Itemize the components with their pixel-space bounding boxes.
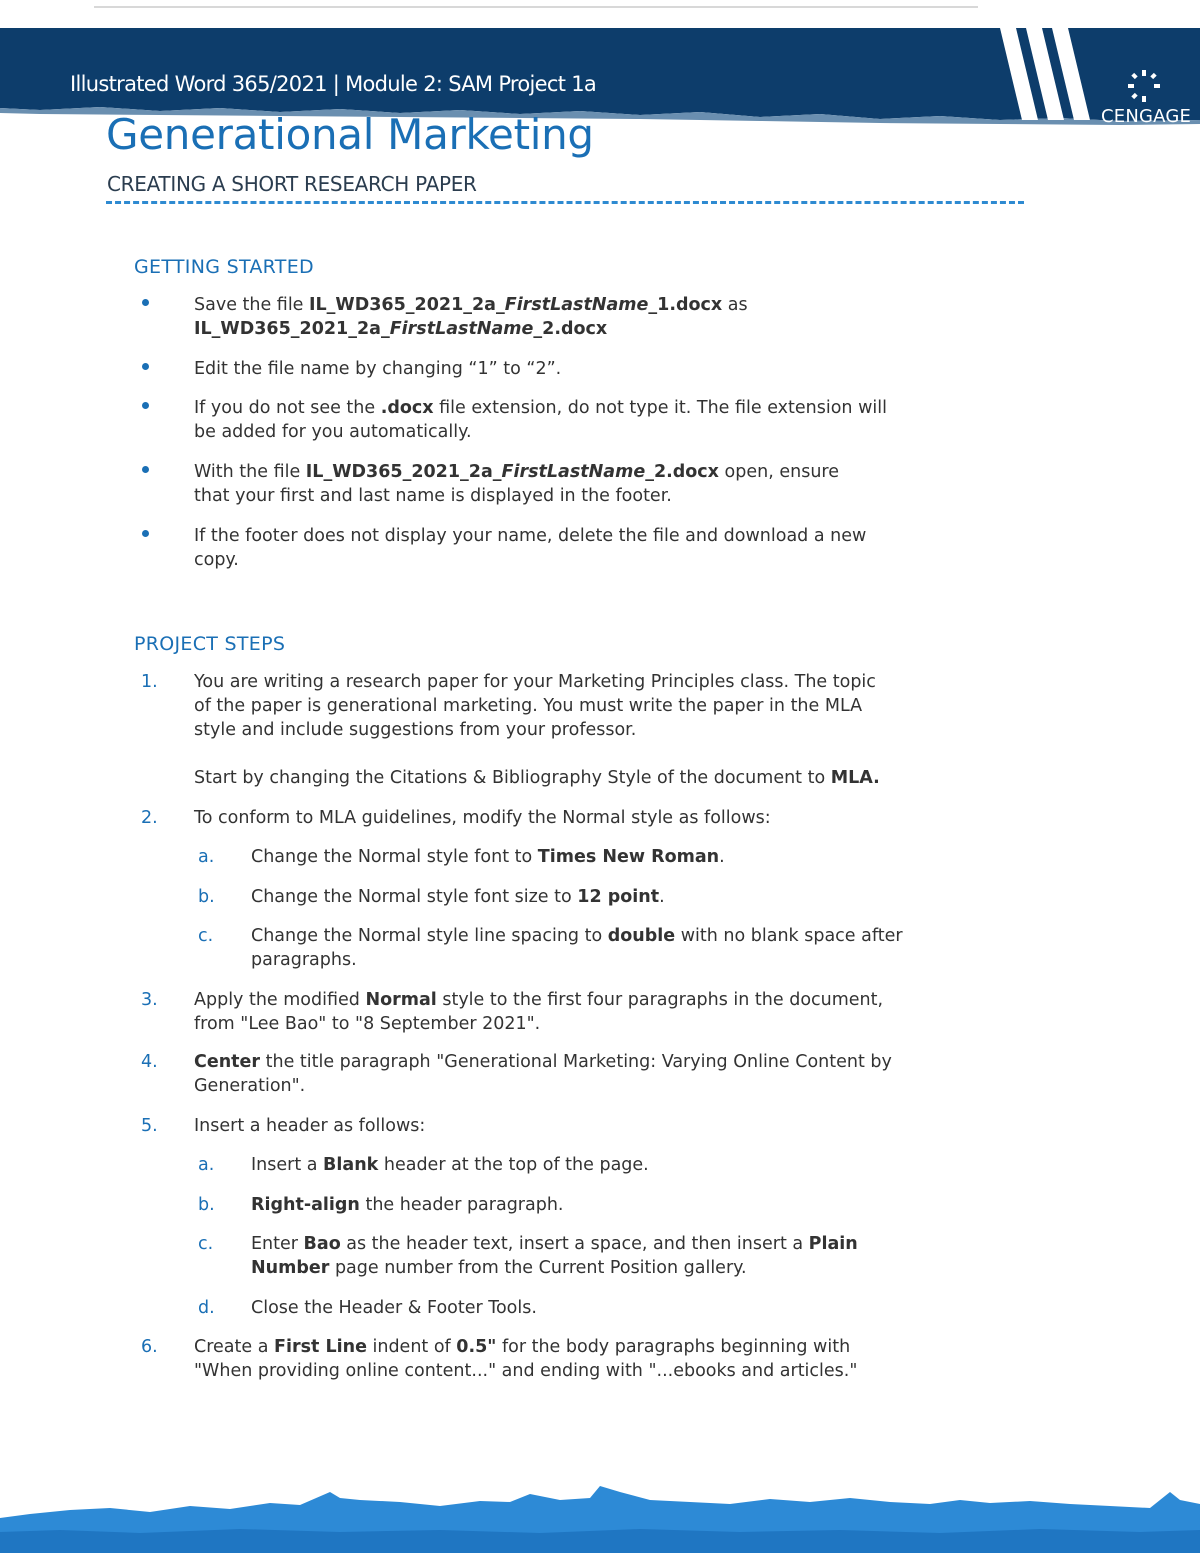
bullet-icon <box>142 363 149 370</box>
step-3: Apply the modified Normal style to the first four paragraphs in the document, from "Lee Bao" to "8 September 2021". <box>194 990 884 1034</box>
substep-letter: b. <box>198 887 215 907</box>
step-5b: Right-align the header paragraph. <box>251 1195 564 1215</box>
substep-letter: a. <box>198 1155 215 1175</box>
substep-letter: c. <box>198 926 214 946</box>
project-steps-heading: PROJECT STEPS <box>134 633 286 655</box>
step-2: To conform to MLA guidelines, modify the Normal style as follows: <box>194 808 771 828</box>
substep-letter: b. <box>198 1195 215 1215</box>
bullet-icon <box>142 466 149 473</box>
step-2b: Change the Normal style font size to 12 point. <box>251 887 665 907</box>
step-number: 6. <box>141 1337 158 1357</box>
getting-started-item-3: If you do not see the .docx file extension, do not type it. The file extension will be added for you automatically. <box>194 398 887 442</box>
footer-wave <box>0 1478 1200 1553</box>
getting-started-item-2: Edit the file name by changing “1” to “2”. <box>194 359 562 379</box>
getting-started-item-4: With the file IL_WD365_2021_2a_FirstLastName_2.docx open, ensure that your first and last name is displayed in the footer. <box>194 462 839 506</box>
bullet-icon <box>142 299 149 306</box>
step-number: 4. <box>141 1052 158 1072</box>
document-subtitle: CREATING A SHORT RESEARCH PAPER <box>107 172 477 196</box>
step-5a: Insert a Blank header at the top of the page. <box>251 1155 649 1175</box>
step-4: Center the title paragraph "Generational Marketing: Varying Online Content by Generation". <box>194 1052 892 1096</box>
step-5d: Close the Header & Footer Tools. <box>251 1298 537 1318</box>
step-number: 2. <box>141 808 158 828</box>
step-1: You are writing a research paper for your Marketing Principles class. The topic of the paper is generational marketing. You must write the paper in the MLA style and include suggestions from your professor. <box>194 672 876 740</box>
bullet-icon <box>142 402 149 409</box>
step-number: 3. <box>141 990 158 1010</box>
step-6: Create a First Line indent of 0.5" for the body paragraphs beginning with "When providing online content..." and ending with "...ebooks and articles." <box>194 1337 858 1381</box>
getting-started-heading: GETTING STARTED <box>134 256 314 278</box>
substep-letter: a. <box>198 847 215 867</box>
document-title: Generational Marketing <box>106 110 594 159</box>
step-2c: Change the Normal style line spacing to double with no blank space after paragraphs. <box>251 926 903 970</box>
step-5: Insert a header as follows: <box>194 1116 426 1136</box>
step-number: 1. <box>141 672 158 692</box>
getting-started-item-5: If the footer does not display your name, delete the file and download a new copy. <box>194 526 867 570</box>
cengage-logo-icon <box>1126 68 1162 104</box>
substep-letter: c. <box>198 1234 214 1254</box>
banner-title: Illustrated Word 365/2021 | Module 2: SAM Project 1a <box>70 72 597 96</box>
substep-letter: d. <box>198 1298 215 1318</box>
getting-started-item-1: Save the file IL_WD365_2021_2a_FirstLastName_1.docx as IL_WD365_2021_2a_FirstLastName_2.docx <box>194 295 748 339</box>
cengage-logo-text: CENGAGE <box>1101 106 1192 127</box>
step-2a: Change the Normal style font to Times New Roman. <box>251 847 725 867</box>
dashed-divider <box>106 201 1024 204</box>
step-1-paragraph-2: Start by changing the Citations & Bibliography Style of the document to MLA. <box>194 768 880 788</box>
step-number: 5. <box>141 1116 158 1136</box>
bullet-icon <box>142 530 149 537</box>
step-5c: Enter Bao as the header text, insert a space, and then insert a Plain Number page number from the Current Position gallery. <box>251 1234 858 1278</box>
